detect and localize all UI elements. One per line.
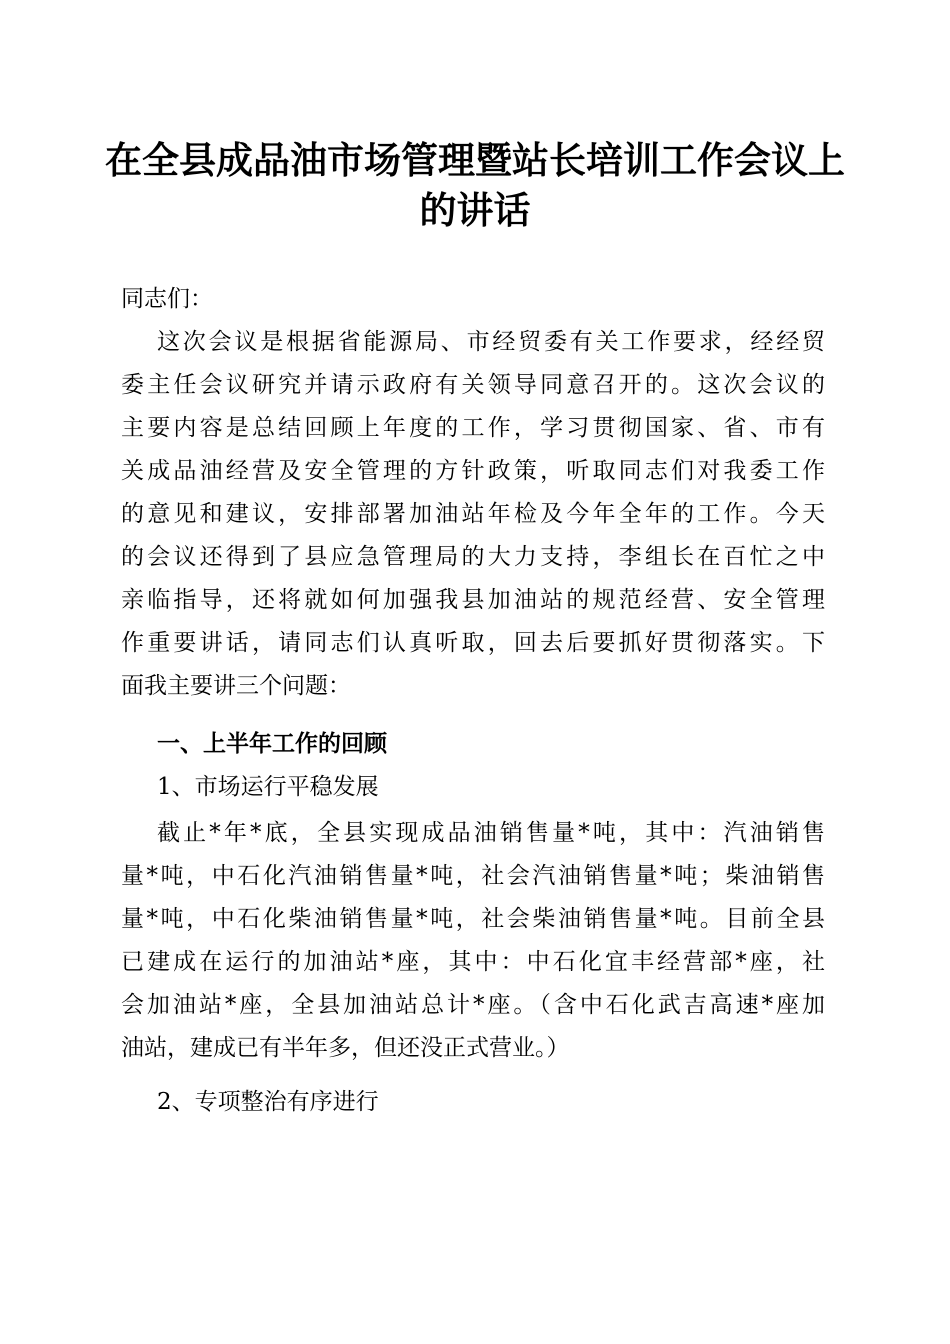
paragraph-1-line-9: 面我主要讲三个问题： <box>121 673 351 699</box>
document-title-line-1: 在全县成品油市场管理暨站长培训工作会议上 <box>105 138 845 182</box>
paragraph-1-line-5: 的意见和建议，安排部署加油站年检及今年全年的工作。今天 <box>121 501 825 527</box>
section-1-heading: 一、上半年工作的回顾 <box>157 731 387 757</box>
paragraph-1-line-4: 关成品油经营及安全管理的方针政策，听取同志们对我委工作 <box>121 458 825 484</box>
paragraph-1-line-2: 委主任会议研究并请示政府有关领导同意召开的。这次会议的 <box>121 372 825 398</box>
subsection-1-heading: 1、市场运行平稳发展 <box>157 774 379 800</box>
subsection-2-heading: 2、专项整治有序进行 <box>157 1089 379 1115</box>
paragraph-2-line-4: 已建成在运行的加油站*座，其中：中石化宜丰经营部*座，社 <box>121 949 825 975</box>
paragraph-1-line-7: 亲临指导，还将就如何加强我县加油站的规范经营、安全管理 <box>121 587 825 613</box>
paragraph-1-line-8: 作重要讲话，请同志们认真听取，回去后要抓好贯彻落实。下 <box>121 630 825 656</box>
paragraph-2-line-5: 会加油站*座，全县加油站总计*座。（含中石化武吉高速*座加 <box>121 992 825 1018</box>
paragraph-1-line-1: 这次会议是根据省能源局、市经贸委有关工作要求，经经贸 <box>157 329 825 355</box>
paragraph-2-line-6: 油站，建成已有半年多，但还没正式营业。） <box>121 1035 570 1061</box>
paragraph-1-line-6: 的会议还得到了县应急管理局的大力支持，李组长在百忙之中 <box>121 544 825 570</box>
document-title-line-2: 的讲话 <box>419 188 531 232</box>
salutation: 同志们： <box>121 286 213 312</box>
paragraph-2-line-3: 量*吨，中石化柴油销售量*吨，社会柴油销售量*吨。目前全县 <box>121 906 825 932</box>
paragraph-1-line-3: 主要内容是总结回顾上年度的工作，学习贯彻国家、省、市有 <box>121 415 825 441</box>
paragraph-2-line-2: 量*吨，中石化汽油销售量*吨，社会汽油销售量*吨；柴油销售 <box>121 863 825 889</box>
paragraph-2-line-1: 截止*年*底，全县实现成品油销售量*吨，其中：汽油销售 <box>157 820 825 846</box>
